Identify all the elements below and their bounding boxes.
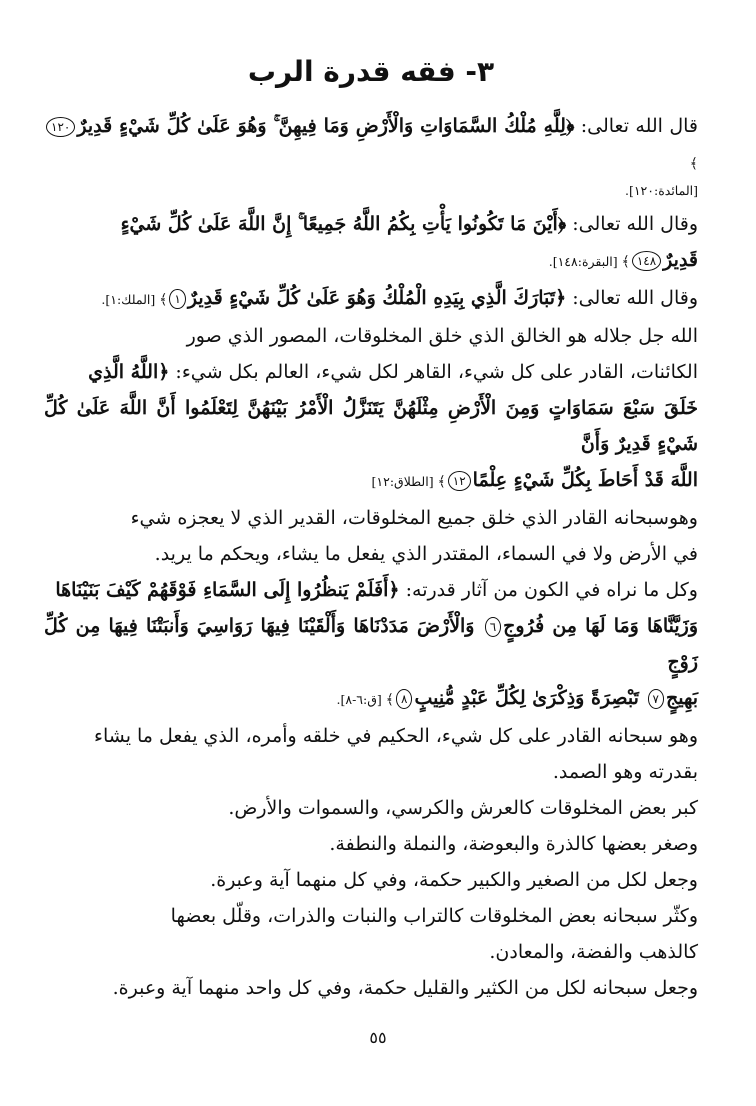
text-line (44, 754, 698, 790)
verse-number: ٨ (396, 689, 412, 709)
quran-verse: وَزَيَّنَّاهَا وَمَا لَهَا مِن فُرُوجٍ (503, 615, 698, 637)
text-line (44, 536, 698, 572)
text-line (44, 572, 698, 608)
text-line (44, 206, 698, 242)
page-number: ٥٥ (369, 1028, 387, 1047)
verse-number: ١٢ (448, 471, 471, 491)
line-text: الكائنات، القادر على كل شيء، القاهر لكل شيء، العالم بكل شيء: (169, 361, 698, 383)
body-text (44, 108, 698, 1006)
quran-verse: ﴿لِلَّهِ مُلْكُ السَّمَاوَاتِ وَالْأَرْضِ وَمَا فِيهِنَّ ۚ وَهُوَ عَلَىٰ كُلِّ شَيْءٍ قَدِيرٌ (77, 115, 575, 137)
citation-text: [الملك:١]. (101, 292, 160, 307)
quran-verse: اللَّهَ قَدْ أَحَاطَ بِكُلِّ شَيْءٍ عِلْمًا (472, 469, 698, 491)
line-text: وجعل لكل من الصغير والكبير حكمة، وفي كل منهما آية وعبرة. (210, 869, 698, 891)
line-text: وهوسبحانه القادر الذي خلق جميع المخلوقات، القدير الذي لا يعجزه شيء (130, 507, 698, 529)
citation-text: [المائدة:١٢٠]. (624, 183, 698, 198)
line-text: وقال الله تعالى: (566, 287, 698, 309)
line-text: بقدرته وهو الصمد. (552, 761, 698, 783)
quran-verse: ﴿أَيْنَ مَا تَكُونُوا يَأْتِ بِكُمُ اللَّهُ جَمِيعًا ۚ إِنَّ اللَّهَ عَلَىٰ كُلِّ شَيْءٍ (120, 213, 567, 235)
verse-close-bracket: ﴾ (689, 156, 698, 172)
verse-close-bracket: ﴾ (159, 292, 168, 308)
citation-text: [الطلاق:١٢] (371, 474, 438, 489)
verse-number: ٧ (648, 689, 664, 709)
line-text: وجعل سبحانه لكل من الكثير والقليل حكمة، وفي كل واحد منهما آية وعبرة. (112, 977, 698, 999)
text-line (44, 862, 698, 898)
text-line (44, 790, 698, 826)
line-text: وصغر بعضها كالذرة والبعوضة، والنملة والنطفة. (329, 833, 698, 855)
line-text: كالذهب والفضة، والمعادن. (489, 941, 698, 963)
line-text: في الأرض ولا في السماء، المقتدر الذي يفعل ما يشاء، ويحكم ما يريد. (154, 543, 698, 565)
verse-close-bracket: ﴾ (437, 474, 446, 490)
text-line (44, 608, 698, 680)
text-line (44, 680, 698, 718)
text-line (44, 500, 698, 536)
text-line (44, 354, 698, 390)
quran-verse: تَبْصِرَةً وَذِكْرَىٰ لِكُلِّ عَبْدٍ مُّنِيبٍ (414, 687, 646, 709)
verse-number: ١ (169, 289, 185, 309)
text-line (44, 718, 698, 754)
quran-verse: ﴿اللَّهُ الَّذِي (88, 361, 170, 383)
text-line (44, 970, 698, 1006)
text-line (44, 108, 698, 182)
text-line (44, 280, 698, 318)
line-text: الله جل جلاله هو الخالق الذي خلق المخلوقات، المصور الذي صور (186, 325, 698, 347)
quran-verse: ﴿تَبَارَكَ الَّذِي بِيَدِهِ الْمُلْكُ وَهُوَ عَلَىٰ كُلِّ شَيْءٍ قَدِيرٌ (187, 287, 567, 309)
verse-number: ١٤٨ (632, 251, 661, 271)
line-text: وقال الله تعالى: (566, 213, 698, 235)
text-line (44, 318, 698, 354)
quran-verse: قَدِيرٌ (663, 249, 698, 271)
line-text: وكثّر سبحانه بعض المخلوقات كالتراب والنبات والذرات، وقلّل بعضها (170, 905, 698, 927)
citation-text: [البقرة:١٤٨]. (548, 254, 622, 269)
quran-verse: وَالْأَرْضَ مَدَدْنَاهَا وَأَلْقَيْنَا فِيهَا رَوَاسِيَ وَأَنبَتْنَا فِيهَا مِن كُلِّ زَوْجٍ (44, 615, 698, 673)
text-line (44, 826, 698, 862)
verse-number: ٦ (485, 617, 501, 637)
text-line (44, 462, 698, 500)
text-line (44, 390, 698, 462)
quran-verse: خَلَقَ سَبْعَ سَمَاوَاتٍ وَمِنَ الْأَرْضِ مِثْلَهُنَّ يَتَنَزَّلُ الْأَمْرُ بَيْنَهُنَّ لِتَعْلَمُوا أَنَّ اللَّهَ عَلَىٰ كُلِّ شَيْءٍ قَدِيرٌ وَأَنَّ (44, 397, 698, 455)
line-text: قال الله تعالى: (574, 115, 698, 137)
line-text: وكل ما نراه في الكون من آثار قدرته: (399, 579, 698, 601)
citation-line (44, 182, 698, 200)
line-text: كبر بعض المخلوقات كالعرش والكرسي، والسموات والأرض. (228, 797, 698, 819)
verse-close-bracket: ﴾ (621, 254, 630, 270)
quran-verse: ﴿أَفَلَمْ يَنظُرُوا إِلَى السَّمَاءِ فَوْقَهُمْ كَيْفَ بَنَيْنَاهَا (55, 579, 400, 601)
quran-verse: بَهِيجٍ (665, 687, 698, 709)
text-line (44, 242, 698, 280)
verse-close-bracket: ﴾ (385, 692, 394, 708)
line-text: وهو سبحانه القادر على كل شيء، الحكيم في خلقه وأمره، الذي يفعل ما يشاء (94, 725, 698, 747)
citation-text: [ق:٦-٨]. (336, 692, 386, 707)
text-line (44, 934, 698, 970)
verse-number: ١٢٠ (46, 117, 75, 137)
section-title: ٣- فقه قدرة الرب (247, 55, 495, 88)
text-line (44, 898, 698, 934)
